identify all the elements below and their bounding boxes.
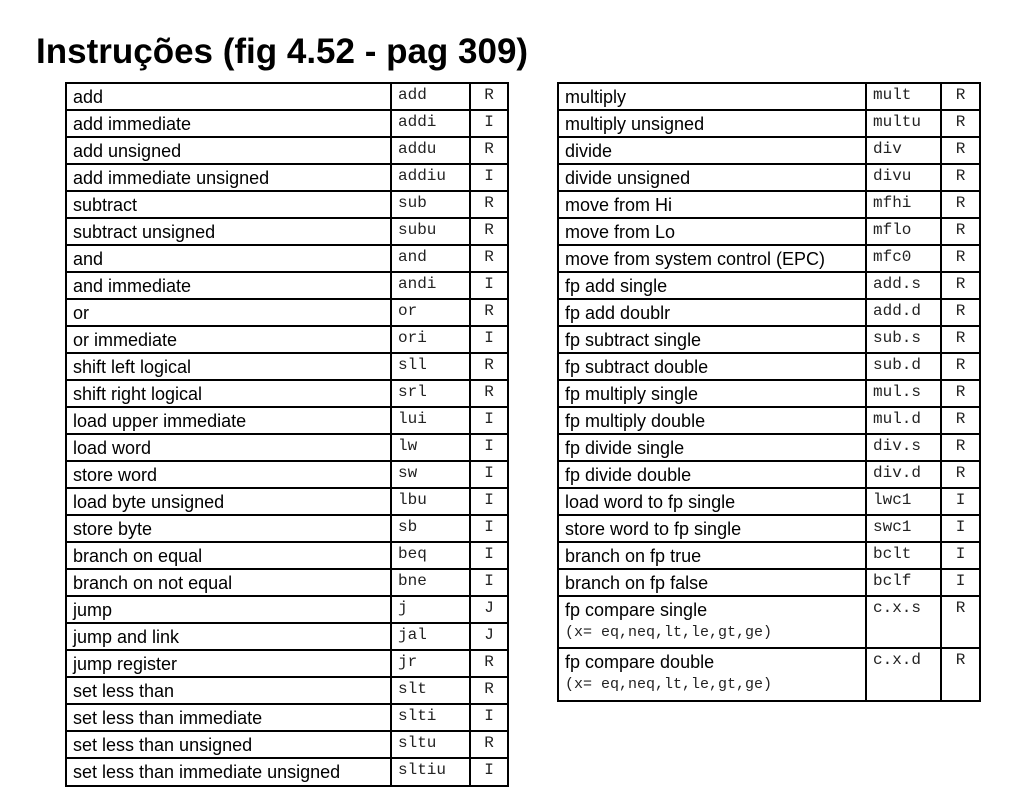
instruction-mnemonic: mfhi — [867, 192, 942, 219]
instruction-name-cell — [67, 759, 392, 785]
instruction-name-cell — [67, 408, 392, 435]
table-row — [67, 624, 507, 651]
instruction-mnemonic: sw — [392, 462, 471, 489]
instruction-format: R — [471, 678, 507, 705]
instruction-format: R — [471, 219, 507, 246]
table-row — [67, 381, 507, 408]
instruction-format: I — [471, 408, 507, 435]
table-row — [67, 300, 507, 327]
table-row — [67, 732, 507, 759]
instruction-name: set less than unsigned — [73, 735, 253, 755]
instruction-name-cell — [67, 381, 392, 408]
instruction-name: divide unsigned — [565, 168, 691, 188]
instruction-mnemonic: add — [392, 84, 471, 111]
instruction-format: I — [942, 570, 979, 597]
instruction-format: R — [471, 651, 507, 678]
instruction-format: R — [471, 84, 507, 111]
instruction-name-cell — [559, 138, 867, 165]
instruction-format: I — [942, 516, 979, 543]
instruction-name: divide — [565, 141, 613, 161]
instruction-format: R — [942, 138, 979, 165]
instruction-name: fp divide single — [565, 438, 685, 458]
instruction-mnemonic: lui — [392, 408, 471, 435]
table-row — [559, 435, 979, 462]
instruction-format: I — [942, 543, 979, 570]
instruction-name-cell — [559, 597, 867, 649]
instruction-name-cell — [559, 489, 867, 516]
instruction-name-cell — [67, 597, 392, 624]
instruction-mnemonic: lbu — [392, 489, 471, 516]
instruction-name: and — [73, 249, 104, 269]
instruction-name: multiply — [565, 87, 627, 107]
instruction-mnemonic: multu — [867, 111, 942, 138]
instruction-name-cell — [67, 300, 392, 327]
instruction-name-cell — [67, 462, 392, 489]
instruction-mnemonic: slti — [392, 705, 471, 732]
instruction-name: load word — [73, 438, 152, 458]
instruction-format: R — [942, 219, 979, 246]
instruction-name-cell — [67, 165, 392, 192]
instruction-format: R — [942, 273, 979, 300]
table-row — [559, 649, 979, 701]
instruction-format: R — [471, 300, 507, 327]
instruction-mnemonic: div.s — [867, 435, 942, 462]
table-row — [559, 84, 979, 111]
instruction-name-cell — [67, 138, 392, 165]
instruction-mnemonic: and — [392, 246, 471, 273]
instruction-format: I — [471, 435, 507, 462]
instruction-name-cell — [67, 354, 392, 381]
instruction-name-cell — [67, 516, 392, 543]
instruction-name-cell — [67, 327, 392, 354]
instruction-mnemonic: mul.d — [867, 408, 942, 435]
instruction-format: I — [471, 462, 507, 489]
table-row — [67, 408, 507, 435]
instruction-name-cell — [67, 543, 392, 570]
table-row — [559, 489, 979, 516]
instruction-name: jump — [73, 600, 113, 620]
instruction-name: set less than — [73, 681, 175, 701]
table-row — [559, 300, 979, 327]
instruction-mnemonic: addiu — [392, 165, 471, 192]
instruction-format: I — [471, 273, 507, 300]
instruction-format: R — [942, 111, 979, 138]
instruction-name: store word to fp single — [565, 519, 742, 539]
table-row — [67, 462, 507, 489]
table-row — [67, 84, 507, 111]
instruction-name-cell — [67, 111, 392, 138]
instruction-format: R — [942, 462, 979, 489]
instruction-name-cell — [67, 489, 392, 516]
instruction-format: I — [471, 489, 507, 516]
instruction-name-cell — [559, 408, 867, 435]
instruction-mnemonic: bne — [392, 570, 471, 597]
table-row — [67, 354, 507, 381]
instruction-name: jump and link — [73, 627, 180, 647]
instruction-format: R — [471, 354, 507, 381]
instruction-name: add immediate — [73, 114, 192, 134]
instruction-name-cell — [559, 165, 867, 192]
table-row — [67, 435, 507, 462]
instruction-mnemonic: sub — [392, 192, 471, 219]
instruction-format: R — [942, 300, 979, 327]
instruction-format: I — [471, 570, 507, 597]
instruction-name: jump register — [73, 654, 178, 674]
table-row — [67, 543, 507, 570]
instruction-name: shift right logical — [73, 384, 203, 404]
table-row — [559, 570, 979, 597]
instruction-format: I — [471, 111, 507, 138]
instruction-name: add — [73, 87, 104, 107]
instruction-format: I — [471, 705, 507, 732]
instruction-name-cell — [559, 327, 867, 354]
instruction-mnemonic: j — [392, 597, 471, 624]
instruction-name: fp multiply double — [565, 411, 706, 431]
instruction-mnemonic: add.d — [867, 300, 942, 327]
instruction-format: I — [471, 516, 507, 543]
instruction-name: fp compare double — [565, 651, 715, 672]
instruction-name-cell — [559, 354, 867, 381]
table-row — [559, 138, 979, 165]
instruction-mnemonic: beq — [392, 543, 471, 570]
instruction-format: J — [471, 624, 507, 651]
instruction-name-cell — [559, 543, 867, 570]
instruction-format: R — [942, 192, 979, 219]
instruction-format: R — [942, 327, 979, 354]
instruction-mnemonic: sb — [392, 516, 471, 543]
table-row — [559, 354, 979, 381]
table-row — [559, 111, 979, 138]
instruction-format: R — [942, 435, 979, 462]
table-row — [67, 246, 507, 273]
instruction-mnemonic: addi — [392, 111, 471, 138]
instruction-mnemonic: ori — [392, 327, 471, 354]
instruction-name: fp subtract single — [565, 330, 702, 350]
instruction-mnemonic: jr — [392, 651, 471, 678]
instruction-format: R — [942, 84, 979, 111]
instruction-name-cell — [559, 516, 867, 543]
table-row — [559, 165, 979, 192]
instruction-format: R — [471, 732, 507, 759]
instruction-name: subtract — [73, 195, 138, 215]
instruction-name: move from system control (EPC) — [565, 249, 826, 269]
instruction-mnemonic: bclt — [867, 543, 942, 570]
instruction-mnemonic: sltiu — [392, 759, 471, 785]
instruction-name-cell — [67, 192, 392, 219]
instruction-name-cell — [67, 246, 392, 273]
table-row — [67, 759, 507, 785]
instruction-name: fp compare single — [565, 600, 708, 620]
table-row — [67, 111, 507, 138]
table-row — [559, 327, 979, 354]
instruction-format: R — [955, 650, 966, 669]
instruction-name-cell — [559, 111, 867, 138]
instruction-name: and immediate — [73, 276, 192, 296]
instruction-name-cell — [559, 462, 867, 489]
instruction-name: add unsigned — [73, 141, 182, 161]
instruction-mnemonic: div — [867, 138, 942, 165]
instruction-mnemonic: c.x.d — [867, 649, 942, 701]
instruction-format: R — [942, 354, 979, 381]
instruction-name: shift left logical — [73, 357, 192, 377]
instruction-name-cell — [559, 84, 867, 111]
instruction-mnemonic: sub.d — [867, 354, 942, 381]
instruction-name-cell — [67, 219, 392, 246]
instruction-name: move from Hi — [565, 195, 673, 215]
instruction-format: R — [471, 138, 507, 165]
instruction-name: set less than immediate unsigned — [73, 762, 341, 782]
instruction-mnemonic: sub.s — [867, 327, 942, 354]
instruction-format: I — [484, 761, 494, 779]
instruction-note: (x= eq,neq,lt,le,gt,ge) — [565, 675, 773, 693]
instruction-mnemonic: andi — [392, 273, 471, 300]
instruction-mnemonic: srl — [392, 381, 471, 408]
instruction-format: I — [942, 489, 979, 516]
instruction-format: R — [942, 246, 979, 273]
instruction-name: branch on not equal — [73, 573, 233, 593]
table-row — [67, 192, 507, 219]
table-row — [67, 165, 507, 192]
instruction-name: fp subtract double — [565, 357, 709, 377]
instruction-name: fp add doublr — [565, 303, 671, 323]
table-row — [67, 516, 507, 543]
instruction-name: store word — [73, 465, 158, 485]
instruction-name-cell — [559, 246, 867, 273]
instruction-format: R — [942, 165, 979, 192]
table-row — [559, 543, 979, 570]
instruction-mnemonic: lw — [392, 435, 471, 462]
instruction-name-cell — [559, 381, 867, 408]
table-row — [67, 705, 507, 732]
instruction-mnemonic: mul.s — [867, 381, 942, 408]
instruction-name-cell — [67, 570, 392, 597]
table-row — [559, 192, 979, 219]
table-row — [559, 381, 979, 408]
instruction-name-cell — [67, 84, 392, 111]
table-row — [559, 219, 979, 246]
table-row — [67, 219, 507, 246]
instruction-name-cell — [559, 219, 867, 246]
instruction-format: I — [471, 165, 507, 192]
instruction-name-cell — [559, 435, 867, 462]
instruction-mnemonic: mult — [867, 84, 942, 111]
table-row — [67, 273, 507, 300]
instruction-name: subtract unsigned — [73, 222, 216, 242]
instruction-name: load upper immediate — [73, 411, 247, 431]
instruction-table-right — [557, 82, 981, 702]
instruction-name-cell — [67, 435, 392, 462]
instruction-format: I — [471, 327, 507, 354]
instruction-name: load word to fp single — [565, 492, 736, 512]
table-row — [67, 138, 507, 165]
page-title: Instruções (fig 4.52 - pag 309) — [36, 32, 529, 71]
instruction-name: branch on fp false — [565, 573, 709, 593]
table-row — [67, 597, 507, 624]
instruction-name-cell — [67, 732, 392, 759]
instruction-table-left — [65, 82, 509, 787]
table-row — [67, 651, 507, 678]
instruction-format: R — [942, 381, 979, 408]
table-row — [67, 570, 507, 597]
table-row — [67, 489, 507, 516]
instruction-name: load byte unsigned — [73, 492, 225, 512]
instruction-note: (x= eq,neq,lt,le,gt,ge) — [565, 624, 773, 641]
instruction-name-cell — [559, 192, 867, 219]
instruction-mnemonic: lwc1 — [867, 489, 942, 516]
instruction-name: fp add single — [565, 276, 668, 296]
instruction-format: R — [471, 246, 507, 273]
instruction-format: R — [471, 381, 507, 408]
instruction-name: add immediate unsigned — [73, 168, 270, 188]
table-row — [559, 246, 979, 273]
instruction-name-cell — [559, 300, 867, 327]
instruction-name: or immediate — [73, 330, 178, 350]
instruction-format: R — [471, 192, 507, 219]
instruction-mnemonic: or — [392, 300, 471, 327]
instruction-name-cell — [559, 649, 867, 701]
instruction-format: R — [942, 597, 979, 649]
instruction-name-cell — [67, 624, 392, 651]
instruction-mnemonic: c.x.s — [867, 597, 942, 649]
instruction-name: move from Lo — [565, 222, 676, 242]
instruction-name-cell — [67, 273, 392, 300]
instruction-mnemonic: sltu — [392, 732, 471, 759]
instruction-mnemonic: jal — [392, 624, 471, 651]
instruction-name-cell — [559, 570, 867, 597]
instruction-name: fp divide double — [565, 465, 692, 485]
instruction-name: fp multiply single — [565, 384, 699, 404]
instruction-mnemonic: div.d — [867, 462, 942, 489]
instruction-mnemonic: bclf — [867, 570, 942, 597]
instruction-mnemonic: divu — [867, 165, 942, 192]
instruction-name-cell — [67, 651, 392, 678]
instruction-name: store byte — [73, 519, 153, 539]
instruction-name-cell — [67, 705, 392, 732]
table-row — [559, 516, 979, 543]
instruction-name-cell — [559, 273, 867, 300]
instruction-name-cell — [67, 678, 392, 705]
instruction-mnemonic: swc1 — [867, 516, 942, 543]
table-row — [559, 408, 979, 435]
instruction-name: set less than immediate — [73, 708, 263, 728]
instruction-format: R — [942, 408, 979, 435]
instruction-name: multiply unsigned — [565, 114, 705, 134]
instruction-format: J — [471, 597, 507, 624]
instruction-mnemonic: mfc0 — [867, 246, 942, 273]
instruction-name: or — [73, 303, 90, 323]
instruction-mnemonic: addu — [392, 138, 471, 165]
instruction-mnemonic: subu — [392, 219, 471, 246]
instruction-name: branch on equal — [73, 546, 203, 566]
instruction-mnemonic: slt — [392, 678, 471, 705]
instruction-name: branch on fp true — [565, 546, 702, 566]
table-row — [559, 273, 979, 300]
table-row — [67, 678, 507, 705]
table-row — [67, 327, 507, 354]
instruction-mnemonic: mflo — [867, 219, 942, 246]
instruction-mnemonic: add.s — [867, 273, 942, 300]
table-row — [559, 462, 979, 489]
instruction-mnemonic: sll — [392, 354, 471, 381]
table-row — [559, 597, 979, 649]
instruction-format: I — [471, 543, 507, 570]
